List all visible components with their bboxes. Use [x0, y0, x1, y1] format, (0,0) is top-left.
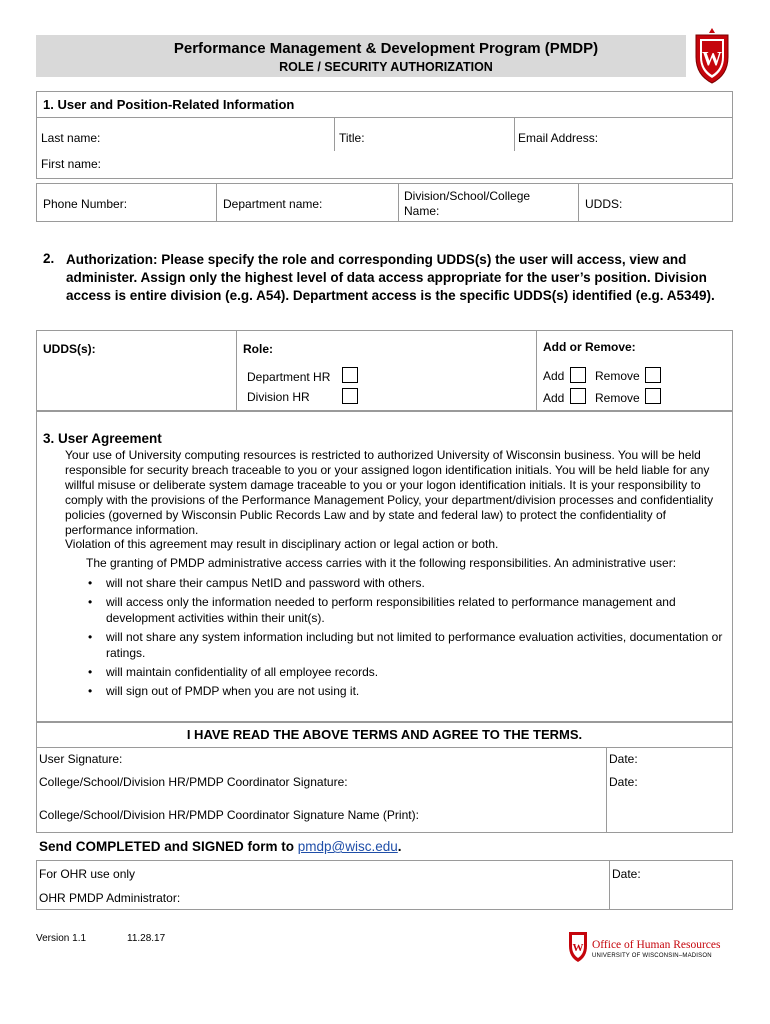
form-subtitle: ROLE / SECURITY AUTHORIZATION: [279, 60, 493, 74]
version-text: Version 1.1: [36, 933, 87, 944]
udds-label: UDDS(s):: [43, 342, 96, 356]
ohr-use-label: For OHR use only: [39, 867, 136, 881]
list-item: • will sign out of PMDP when you are not using it.: [86, 683, 732, 699]
udds-field[interactable]: UDDS:: [585, 197, 623, 211]
user-signature-field[interactable]: User Signature:: [39, 752, 123, 766]
section1-row2-box: [36, 183, 733, 222]
svg-text:W: W: [572, 942, 584, 954]
remove-label-2: Remove: [595, 391, 640, 405]
coordinator-name-field[interactable]: College/School/Division HR/PMDP Coordinator Signature Name (Print):: [39, 808, 419, 822]
pmdp-email-link[interactable]: pmdp@wisc.edu: [297, 839, 398, 854]
remove-label-1: Remove: [595, 369, 640, 383]
division-field[interactable]: [404, 189, 530, 219]
title-field[interactable]: Title:: [339, 131, 365, 145]
violation-text: Violation of this agreement may result in disciplinary action or legal action or both.: [65, 537, 499, 551]
division-label-line2: Name:: [404, 204, 440, 218]
role-division-hr-checkbox[interactable]: [342, 388, 358, 404]
section2-heading: Authorization: Please specify the role and corresponding UDDS(s) the user will access, view and administer. Assign only the highest level of data access appropriate for the user’s position. Division access is entire division (e.g. A54). Department access is the specific UDDS(s) identified (e.g. A5349).: [66, 252, 715, 303]
agreement-heading: I HAVE READ THE ABOVE TERMS AND AGREE TO THE TERMS.: [186, 727, 583, 742]
division-label-line1: Division/School/College: [404, 189, 531, 203]
list-item: • will not share any system information including but not limited to performance evaluation activities, documentation or ratings.: [86, 629, 732, 661]
responsibilities-intro: The granting of PMDP administrative access carries with it the following responsibilities. An administrative user:: [86, 556, 677, 570]
add-label-1: Add: [543, 369, 565, 383]
list-item: • will maintain confidentiality of all employee records.: [86, 664, 732, 680]
role-division-hr-label: Division HR: [247, 390, 310, 404]
coordinator-signature-date-field[interactable]: Date:: [609, 775, 638, 789]
coordinator-signature-field[interactable]: College/School/Division HR/PMDP Coordinator Signature:: [39, 775, 348, 789]
ohr-date-field[interactable]: Date:: [612, 867, 641, 881]
list-item: • will not share their campus NetID and password with others.: [86, 575, 732, 591]
role-department-hr-checkbox[interactable]: [342, 367, 358, 383]
version-date: 11.28.17: [127, 933, 166, 944]
ohr-admin-field[interactable]: OHR PMDP Administrator:: [39, 891, 181, 905]
add-remove-label: Add or Remove:: [543, 340, 636, 354]
form-title: Performance Management & Development Program (PMDP): [173, 40, 599, 57]
svg-text:W: W: [702, 48, 722, 70]
department-field[interactable]: Department name:: [223, 197, 323, 211]
phone-field[interactable]: Phone Number:: [43, 197, 128, 211]
section1-heading: 1. User and Position-Related Information: [43, 97, 295, 112]
send-instruction: [39, 839, 402, 854]
list-item: • will access only the information needed to perform responsibilities related to performance management and development activities within their unit(s).: [86, 594, 732, 626]
section3-heading: 3. User Agreement: [43, 431, 162, 446]
role-label: Role:: [243, 342, 273, 356]
user-agreement-paragraph: Your use of University computing resources is restricted to authorized University of Wisconsin business. You will be held responsible for security breach traceable to you or your assigned logon identification initials. You will be held liable for any willful misuse or deliberate system damage traceable to you or your logon identification initials. It is your responsibility to comply with the provisions of the Performance Management Policy, your department/division processes and confidentiality policies (governed by Wisconsin Public Records Law and by state and federal law) to protect the confidentiality of performance information.: [65, 448, 714, 537]
send-text: Send COMPLETED and SIGNED form to: [39, 839, 298, 854]
remove-checkbox-2[interactable]: [645, 388, 661, 404]
user-signature-date-field[interactable]: Date:: [609, 752, 638, 766]
email-field[interactable]: Email Address:: [518, 131, 599, 145]
responsibilities-list: [86, 575, 732, 702]
section2-heading-num: 2.: [43, 251, 55, 266]
add-label-2: Add: [543, 391, 565, 405]
ohr-logo-title: Office of Human Resources: [592, 939, 721, 951]
add-checkbox-2[interactable]: [570, 388, 586, 404]
add-checkbox-1[interactable]: [570, 367, 586, 383]
uw-crest-icon: [692, 27, 732, 85]
remove-checkbox-1[interactable]: [645, 367, 661, 383]
first-name-field[interactable]: First name:: [41, 157, 102, 171]
last-name-field[interactable]: Last name:: [41, 131, 101, 145]
ohr-crest-icon: [567, 928, 589, 964]
send-period: .: [397, 839, 402, 854]
role-department-hr-label: Department HR: [247, 370, 331, 384]
ohr-logo-subtitle: UNIVERSITY OF WISCONSIN–MADISON: [592, 953, 712, 959]
